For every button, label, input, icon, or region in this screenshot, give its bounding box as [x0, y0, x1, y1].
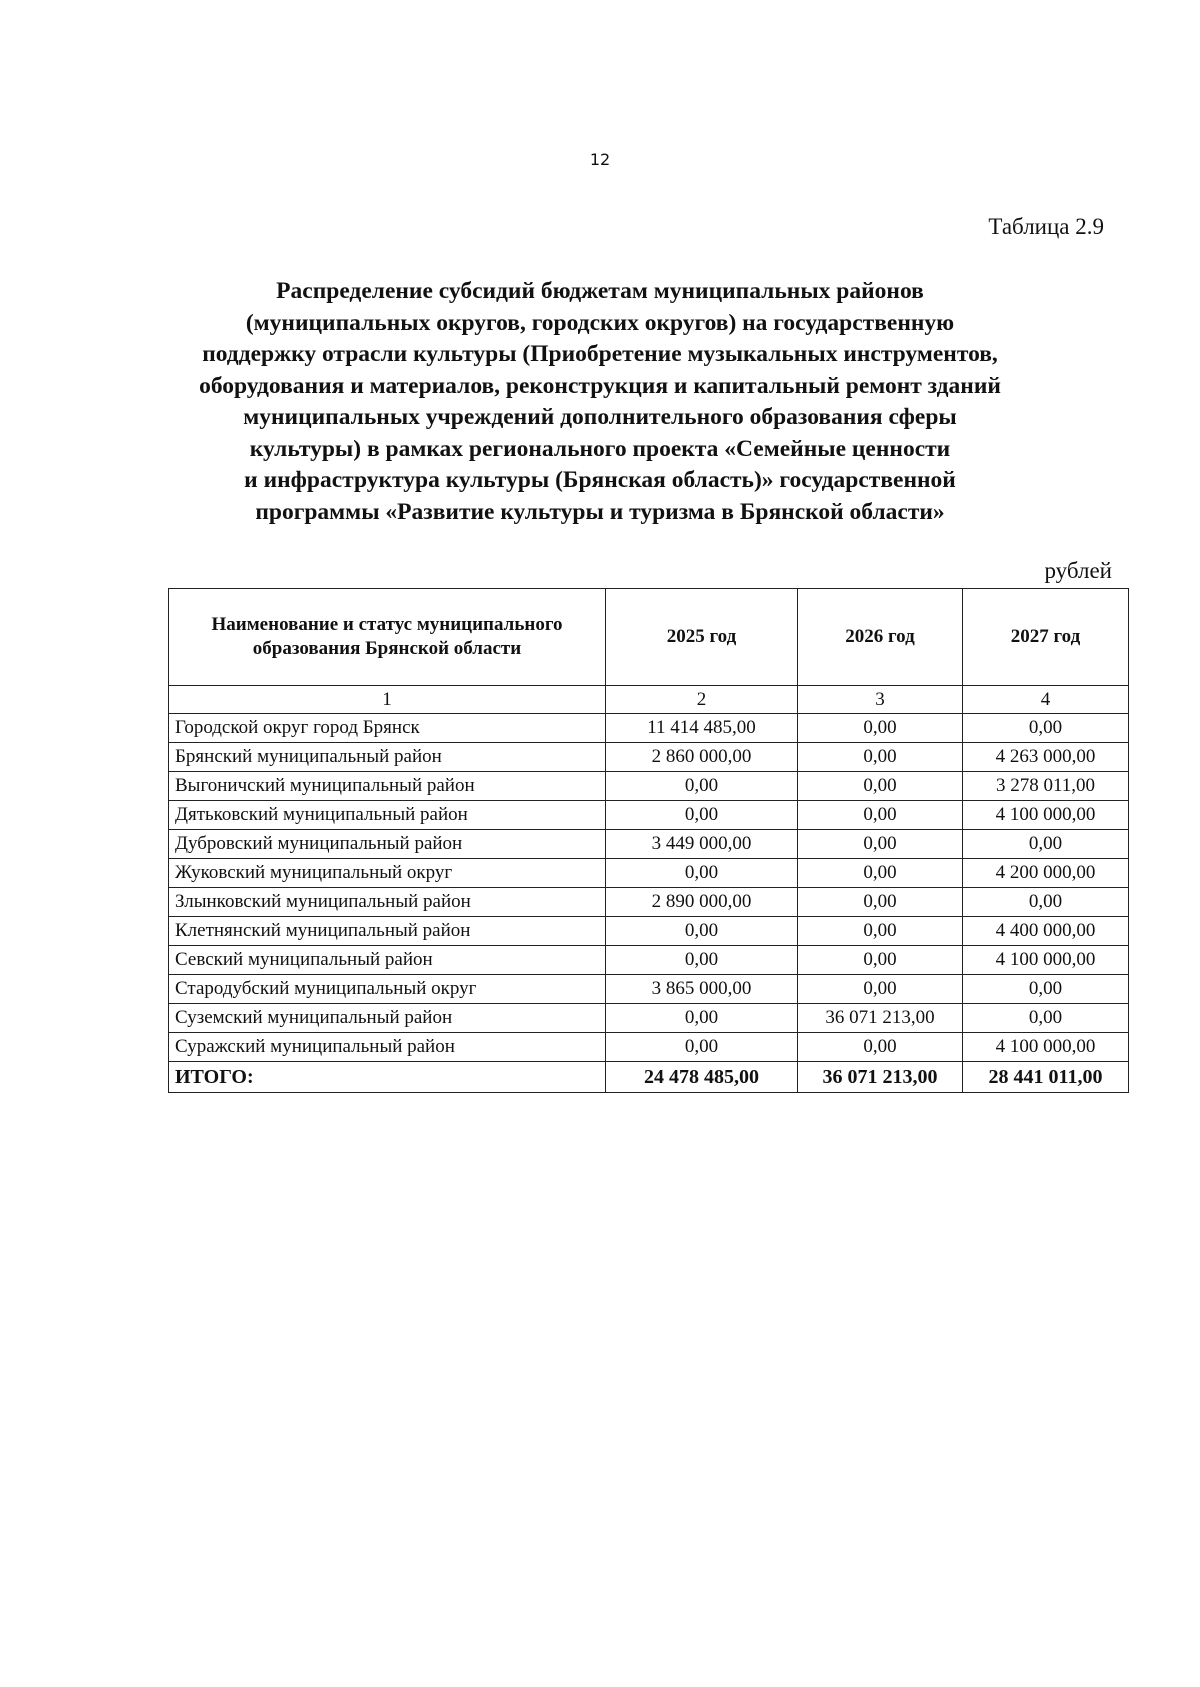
value-2027-cell: 4 100 000,00 [963, 1033, 1129, 1062]
title-line: поддержку отрасли культуры (Приобретение музыкальных инструментов, [202, 341, 998, 367]
value-2027-cell: 0,00 [963, 888, 1129, 917]
municipality-cell: Жуковский муниципальный округ [169, 859, 606, 888]
title-line: программы «Развитие культуры и туризма в Брянской области» [255, 498, 945, 525]
column-number-row [169, 686, 1129, 714]
title-line: Распределение субсидий бюджетам муниципальных районов [276, 278, 924, 304]
municipality-cell: Выгоничский муниципальный район [169, 772, 606, 801]
value-2025-cell: 0,00 [606, 1004, 798, 1033]
value-2025-cell: 11 414 485,00 [606, 714, 798, 743]
value-2026-cell: 0,00 [798, 888, 963, 917]
page-number: 12 [589, 150, 611, 169]
table-row [169, 917, 1129, 946]
table-row [169, 772, 1129, 801]
value-2026-cell: 0,00 [798, 859, 963, 888]
table-row [169, 888, 1129, 917]
value-2025-cell: 0,00 [606, 946, 798, 975]
total-row [169, 1062, 1129, 1093]
value-2026-cell: 0,00 [798, 946, 963, 975]
header-row [169, 589, 1129, 686]
value-2025-cell: 2 860 000,00 [606, 743, 798, 772]
header-2027: 2027 год [963, 589, 1129, 686]
table-row [169, 801, 1129, 830]
table-row [169, 714, 1129, 743]
value-2026-cell: 0,00 [798, 830, 963, 859]
total-2025: 24 478 485,00 [606, 1062, 798, 1093]
value-2026-cell: 0,00 [798, 801, 963, 830]
table-row [169, 946, 1129, 975]
value-2025-cell: 0,00 [606, 1033, 798, 1062]
municipality-cell: Севский муниципальный район [169, 946, 606, 975]
municipality-cell: Дубровский муниципальный район [169, 830, 606, 859]
value-2027-cell: 0,00 [963, 714, 1129, 743]
subsidy-table [168, 588, 1129, 1093]
value-2026-cell: 0,00 [798, 743, 963, 772]
value-2026-cell: 0,00 [798, 772, 963, 801]
table-row [169, 830, 1129, 859]
municipality-cell: Злынковский муниципальный район [169, 888, 606, 917]
title-line: оборудования и материалов, реконструкция и капитальный ремонт зданий [199, 372, 1001, 399]
value-2025-cell: 0,00 [606, 859, 798, 888]
value-2025-cell: 0,00 [606, 917, 798, 946]
header-2025: 2025 год [606, 589, 798, 686]
units-label: рублей [1044, 558, 1112, 583]
document-title [150, 276, 1050, 528]
value-2027-cell: 4 100 000,00 [963, 801, 1129, 830]
municipality-cell: Клетнянский муниципальный район [169, 917, 606, 946]
value-2026-cell: 0,00 [798, 1033, 963, 1062]
table-row [169, 1004, 1129, 1033]
total-2027: 28 441 011,00 [963, 1062, 1129, 1093]
value-2026-cell: 36 071 213,00 [798, 1004, 963, 1033]
value-2025-cell: 2 890 000,00 [606, 888, 798, 917]
title-line: (муниципальных округов, городских округов) на государственную [245, 309, 955, 336]
table-row [169, 975, 1129, 1004]
value-2027-cell: 0,00 [963, 1004, 1129, 1033]
value-2027-cell: 4 263 000,00 [963, 743, 1129, 772]
value-2026-cell: 0,00 [798, 714, 963, 743]
value-2025-cell: 3 865 000,00 [606, 975, 798, 1004]
municipality-cell: Суземский муниципальный район [169, 1004, 606, 1033]
value-2026-cell: 0,00 [798, 917, 963, 946]
value-2025-cell: 0,00 [606, 772, 798, 801]
value-2026-cell: 0,00 [798, 975, 963, 1004]
value-2025-cell: 0,00 [606, 801, 798, 830]
value-2027-cell: 0,00 [963, 830, 1129, 859]
title-line: культуры) в рамках регионального проекта «Семейные ценности [249, 435, 951, 462]
column-number: 3 [798, 686, 963, 714]
value-2027-cell: 4 200 000,00 [963, 859, 1129, 888]
total-label: ИТОГО: [169, 1062, 606, 1093]
title-line: муниципальных учреждений дополнительного образования сферы [243, 404, 957, 430]
value-2027-cell: 3 278 011,00 [963, 772, 1129, 801]
total-2026: 36 071 213,00 [798, 1062, 963, 1093]
column-number: 2 [606, 686, 798, 714]
title-line: и инфраструктура культуры (Брянская область)» государственной [244, 467, 956, 493]
municipality-cell: Суражский муниципальный район [169, 1033, 606, 1062]
value-2027-cell: 4 400 000,00 [963, 917, 1129, 946]
value-2025-cell: 3 449 000,00 [606, 830, 798, 859]
value-2027-cell: 4 100 000,00 [963, 946, 1129, 975]
municipality-cell: Дятьковский муниципальный район [169, 801, 606, 830]
header-2026: 2026 год [798, 589, 963, 686]
header-municipality: Наименование и статус муниципального образования Брянской области [169, 589, 606, 686]
table-label: Таблица 2.9 [988, 214, 1104, 239]
municipality-cell: Городской округ город Брянск [169, 714, 606, 743]
municipality-cell: Стародубский муниципальный округ [169, 975, 606, 1004]
value-2027-cell: 0,00 [963, 975, 1129, 1004]
column-number: 4 [963, 686, 1129, 714]
column-number: 1 [169, 686, 606, 714]
table-row [169, 859, 1129, 888]
table-row [169, 743, 1129, 772]
table-row [169, 1033, 1129, 1062]
municipality-cell: Брянский муниципальный район [169, 743, 606, 772]
